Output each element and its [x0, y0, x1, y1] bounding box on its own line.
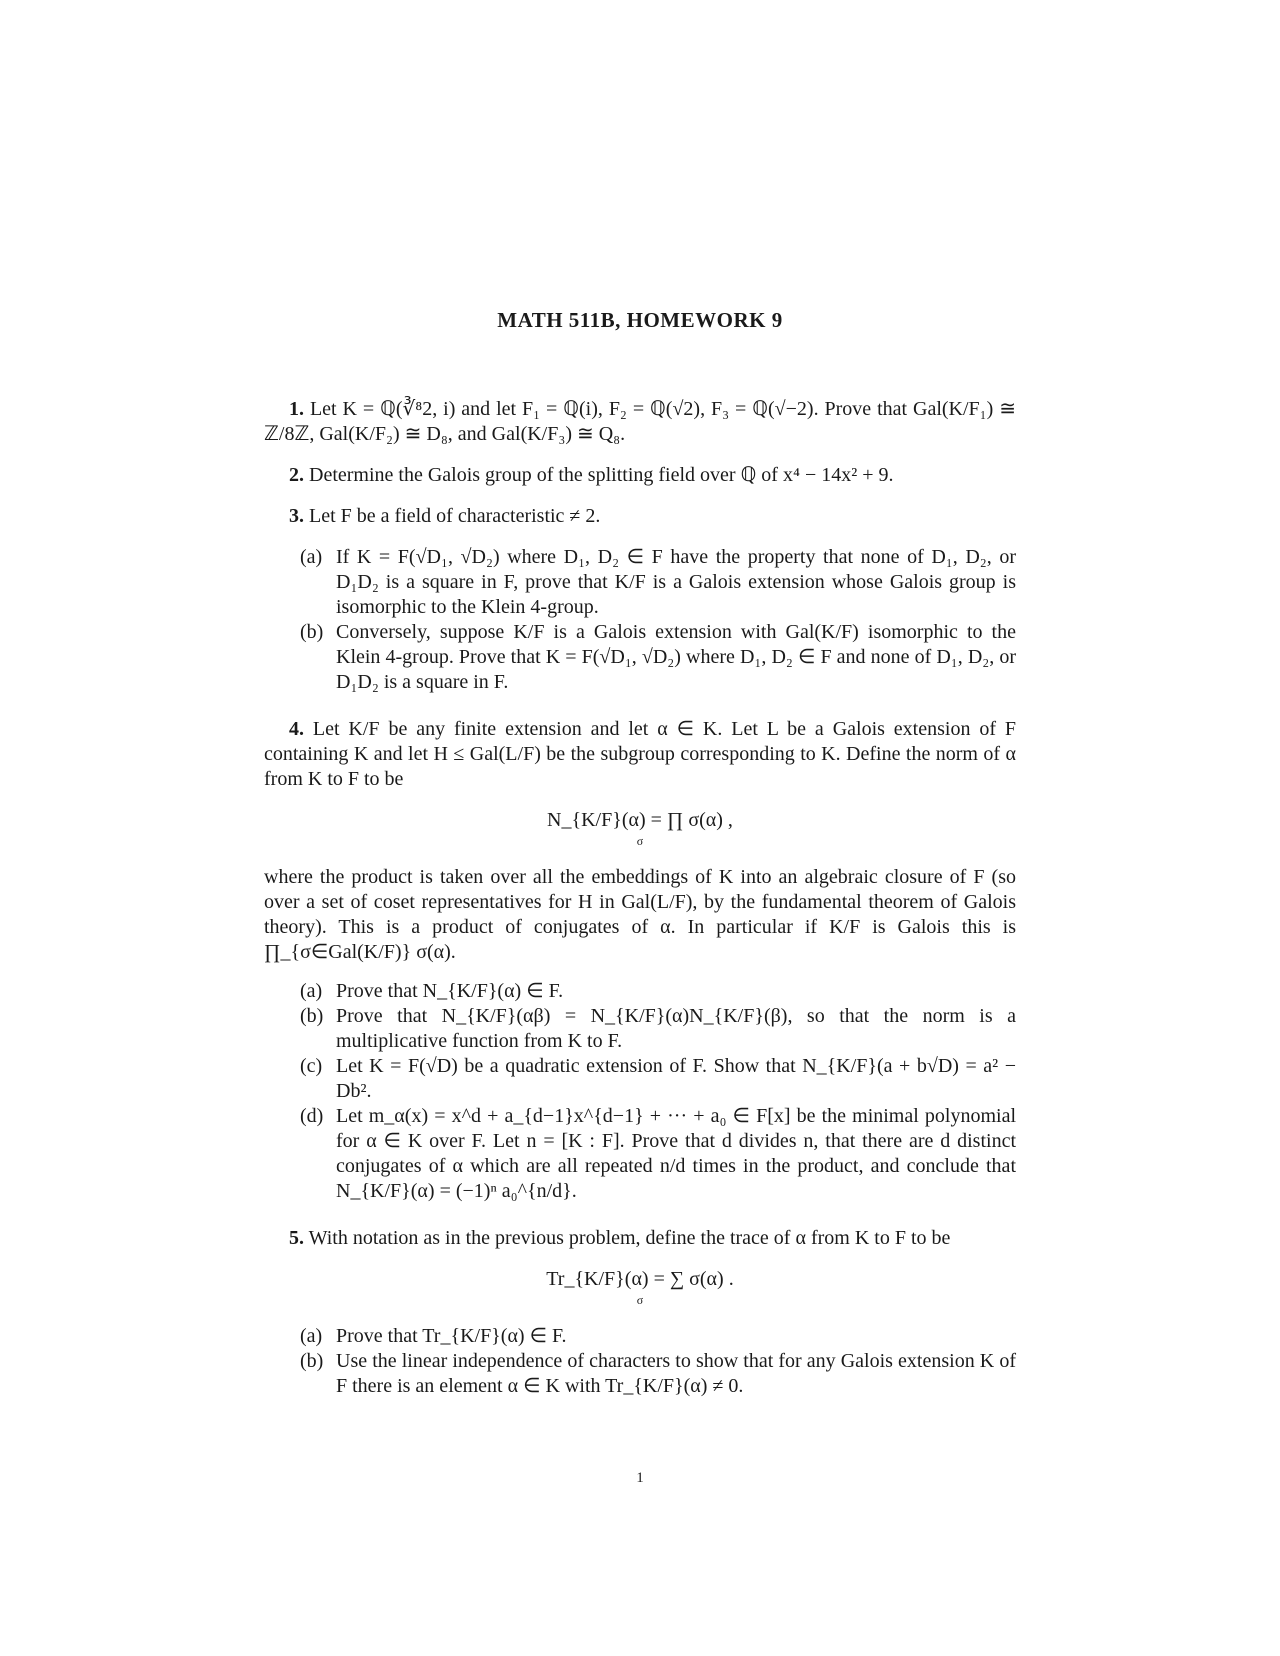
problem-3-parts [264, 545, 1016, 695]
part-label: (b) [300, 1350, 324, 1372]
problem-number: 1. [289, 398, 304, 420]
part-item [264, 620, 1016, 695]
problem-4 [264, 717, 1016, 792]
formula-text: Tr_{K/F}(α) = ∑ σ(α) . [546, 1268, 734, 1290]
part-label: (a) [300, 546, 323, 568]
document-page [264, 300, 1016, 1421]
part-text: Prove that Tr_{K/F}(α) ∈ F. [336, 1325, 567, 1347]
page-title: MATH 511B, HOMEWORK 9 [497, 308, 783, 332]
part-label: (b) [300, 1005, 324, 1027]
problem-text: Determine the Galois group of the splitting field over ℚ of x⁴ − 14x² + 9. [309, 464, 894, 486]
problem-4-parts [264, 979, 1016, 1204]
part-item [264, 1104, 1016, 1204]
norm-formula [264, 808, 1016, 849]
problem-text: Let K/F be any finite extension and let α ∈ K. Let L be a Galois extension of F containing K and let H ≤ Gal(L/F) be the subgroup corresponding to K. Define the norm of α from K to F to be [264, 718, 1017, 790]
formula-subscript: σ [636, 834, 644, 848]
formula-subscript: σ [636, 1293, 644, 1307]
part-item [264, 1324, 1016, 1349]
formula-text: N_{K/F}(α) = ∏ σ(α) , [547, 809, 733, 831]
part-label: (b) [300, 621, 324, 643]
part-text: Conversely, suppose K/F is a Galois extension with Gal(K/F) isomorphic to the Klein 4-group. Prove that K = F(√D₁, √D₂) where D₁, D₂ ∈ F and none of D₁, D₂, or D₁D₂ is a square in F. [336, 621, 1016, 693]
problem-text: Let K = ℚ(∛⁸2, i) and let F₁ = ℚ(i), F₂ = ℚ(√2), F₃ = ℚ(√−2). Prove that Gal(K/F₁) ≅ ℤ/8ℤ, Gal(K/F₂) ≅ D₈, and Gal(K/F₃) ≅ Q₈. [264, 398, 1016, 445]
problem-5 [264, 1226, 1016, 1251]
part-text: If K = F(√D₁, √D₂) where D₁, D₂ ∈ F have the property that none of D₁, D₂, or D₁D₂ is a square in F, prove that K/F is a Galois extension whose Galois group is isomorphic to the Klein 4-group. [336, 546, 1016, 618]
part-label: (d) [300, 1105, 324, 1127]
problem-text: Let F be a field of characteristic ≠ 2. [309, 505, 601, 527]
problem-2 [264, 463, 1016, 488]
problem-5-parts [264, 1324, 1016, 1399]
part-text: Let K = F(√D) be a quadratic extension of F. Show that N_{K/F}(a + b√D) = a² − Db². [336, 1055, 1016, 1102]
trace-formula [264, 1267, 1016, 1308]
part-label: (c) [300, 1055, 323, 1077]
part-text: Prove that N_{K/F}(α) ∈ F. [336, 980, 564, 1002]
problem-3 [264, 504, 1016, 529]
part-label: (a) [300, 980, 323, 1002]
problem-number: 2. [289, 464, 304, 486]
part-text: Use the linear independence of characters to show that for any Galois extension K of F there is an element α ∈ K with Tr_{K/F}(α) ≠ 0. [336, 1350, 1016, 1397]
part-label: (a) [300, 1325, 323, 1347]
part-item [264, 545, 1016, 620]
problem-number: 5. [289, 1227, 304, 1249]
problem-number: 3. [289, 505, 304, 527]
part-text: Let m_α(x) = x^d + a_{d−1}x^{d−1} + ··· + a₀ ∈ F[x] be the minimal polynomial for α ∈ K over F. Let n = [K : F]. Prove that d divides n, that there are d distinct conjugates of α which are all repeated n/d times in the product, and conclude that N_{K/F}(α) = (−1)ⁿ a₀^{n/d}. [336, 1105, 1016, 1202]
part-text: Prove that N_{K/F}(αβ) = N_{K/F}(α)N_{K/F}(β), so that the norm is a multiplicative function from K to F. [336, 1005, 1016, 1052]
problem-text: With notation as in the previous problem, define the trace of α from K to F to be [308, 1227, 951, 1249]
part-item [264, 1349, 1016, 1399]
part-item [264, 1054, 1016, 1104]
part-item [264, 979, 1016, 1004]
part-item [264, 1004, 1016, 1054]
page-number: 1 [636, 1470, 644, 1486]
problem-number: 4. [289, 718, 304, 740]
problem-1 [264, 397, 1016, 447]
problem-4-continuation: where the product is taken over all the embeddings of K into an algebraic closure of F (so over a set of coset representatives for H in Gal(L/F), by the fundamental theorem of Galois theory). This is a product of conjugates of α. In particular if K/F is Galois this is ∏_{σ∈Gal(K/F)} σ(α). [264, 866, 1016, 963]
